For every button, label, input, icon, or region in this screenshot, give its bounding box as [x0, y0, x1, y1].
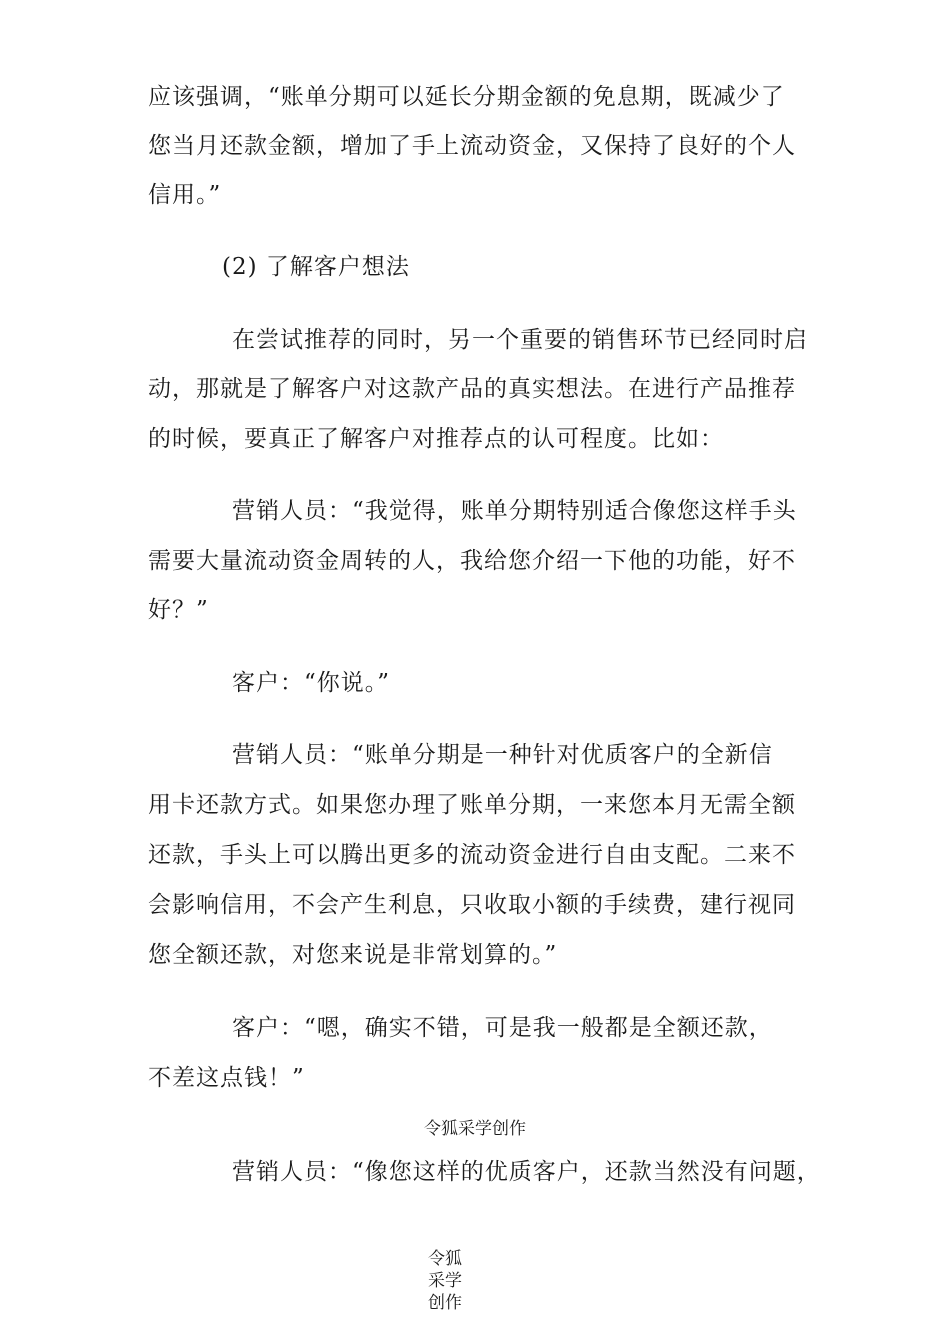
dialogue-line: 您全额还款，对您来说是非常划算的。” — [148, 942, 558, 968]
dialogue-line: 需要大量流动资金周转的人，我给您介绍一下他的功能，好不 — [148, 548, 796, 574]
dialogue-line: 用卡还款方式。如果您办理了账单分期，一来您本月无需全额 — [148, 792, 796, 818]
watermark-line: 采学 — [428, 1271, 462, 1291]
dialogue-line: 客户：“嗯，确实不错，可是我一般都是全额还款， — [232, 1015, 773, 1041]
paragraph-line: 在尝试推荐的同时，另一个重要的销售环节已经同时启 — [232, 327, 808, 353]
paragraph-line: 的时候，要真正了解客户对推荐点的认可程度。比如： — [148, 426, 724, 452]
dialogue-line: 营销人员：“像您这样的优质客户，还款当然没有问题， — [232, 1159, 821, 1185]
watermark-text: 令狐采学创作 — [424, 1119, 526, 1139]
footer-watermark — [425, 1248, 465, 1314]
dialogue-line: 还款，手头上可以腾出更多的流动资金进行自由支配。二来不 — [148, 842, 796, 868]
dialogue-line: 好？” — [148, 597, 209, 623]
dialogue-line: 不差这点钱！” — [148, 1065, 305, 1091]
watermark-line: 创作 — [428, 1293, 462, 1313]
dialogue-line: 会影响信用，不会产生利息，只收取小额的手续费，建行视同 — [148, 892, 796, 918]
paragraph-line: 您当月还款金额，增加了手上流动资金，又保持了良好的个人 — [148, 133, 796, 159]
dialogue-line: 营销人员：“我觉得，账单分期特别适合像您这样手头 — [232, 498, 797, 524]
paragraph-line: 应该强调，“账单分期可以延长分期金额的免息期，既减少了 — [148, 84, 785, 110]
dialogue-line: 营销人员：“账单分期是一种针对优质客户的全新信 — [232, 742, 773, 768]
section-heading: (2) 了解客户想法 — [222, 254, 410, 280]
paragraph-line: 信用。” — [148, 182, 222, 208]
watermark-line: 令狐 — [428, 1249, 462, 1269]
dialogue-line: 客户：“你说。” — [232, 670, 391, 696]
paragraph-line: 动，那就是了解客户对这款产品的真实想法。在进行产品推荐 — [148, 376, 796, 402]
